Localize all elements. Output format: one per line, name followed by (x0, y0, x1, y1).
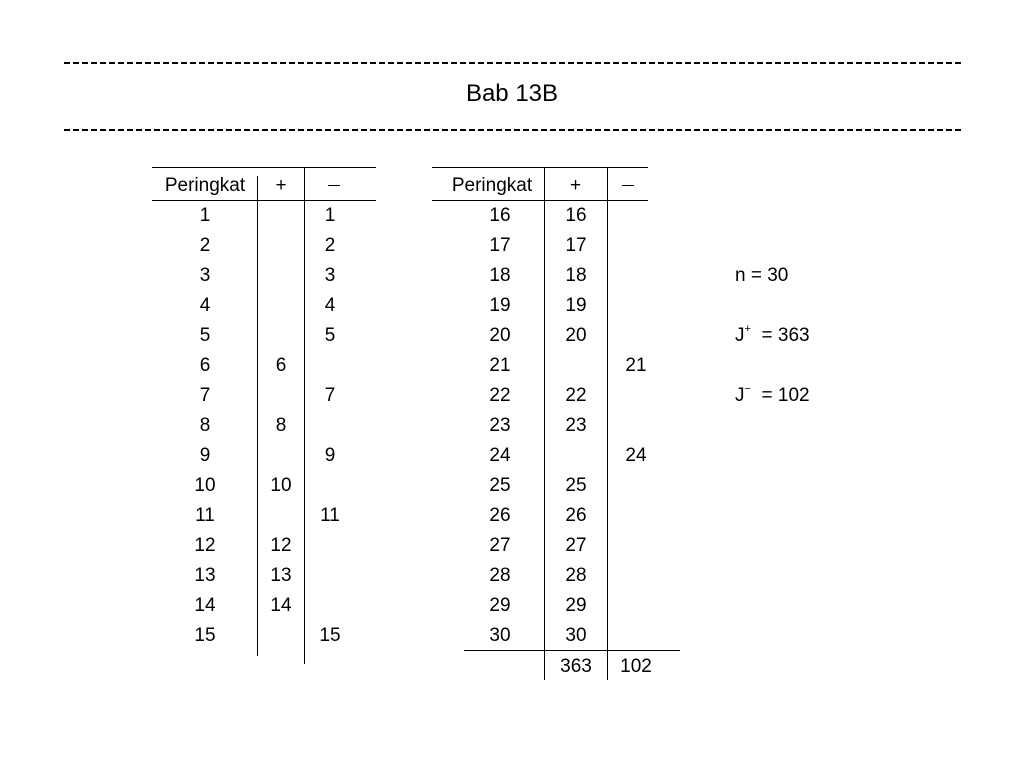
left-cell-minus: 4 (324, 295, 336, 316)
right-cell-plus: 16 (565, 205, 587, 226)
right-cell-plus (545, 441, 607, 471)
right-cell-minus: 21 (625, 355, 647, 376)
left-cell-rank: 13 (194, 565, 216, 586)
left-cell-minus: 11 (320, 505, 340, 526)
left-cell-rank: 14 (194, 595, 216, 616)
right-cell-plus: 22 (565, 385, 587, 406)
left-cell-rank: 1 (199, 205, 211, 226)
right-header-rank: Peringkat (451, 175, 533, 196)
summary-j-plus (735, 321, 810, 351)
right-cell-plus: 29 (565, 595, 587, 616)
left-cell-plus: 12 (270, 535, 292, 556)
right-cell-rank: 24 (489, 445, 511, 466)
page-title: Bab 13B (465, 80, 559, 107)
j-minus-sup: − (744, 382, 751, 395)
right-cell-plus: 25 (565, 475, 587, 496)
right-header-plus: + (569, 175, 582, 196)
right-cell-plus: 17 (565, 235, 587, 256)
right-total-minus: 102 (620, 656, 652, 677)
right-cell-minus (608, 261, 664, 291)
left-cell-rank: 2 (199, 235, 211, 256)
j-plus-sup: + (744, 322, 751, 335)
right-cell-minus (608, 321, 664, 351)
j-plus-label: J (735, 325, 745, 346)
right-cell-rank: 21 (489, 355, 511, 376)
right-cell-rank: 22 (489, 385, 511, 406)
left-cell-rank: 10 (194, 475, 216, 496)
right-cell-plus: 20 (565, 325, 587, 346)
left-cell-rank: 5 (199, 325, 211, 346)
right-cell-rank: 26 (489, 505, 511, 526)
left-cell-minus: 15 (319, 625, 341, 646)
left-header-plus: + (275, 175, 287, 196)
right-cell-rank: 27 (489, 535, 511, 556)
right-cell-rank: 28 (489, 565, 511, 586)
right-cell-minus (608, 411, 664, 441)
summary-j-minus (735, 381, 810, 411)
right-cell-rank: 20 (489, 325, 511, 346)
right-total-plus: 363 (560, 656, 592, 677)
left-cell-rank: 9 (199, 445, 211, 466)
left-cell-rank: 12 (194, 535, 216, 556)
left-cell-plus: 13 (270, 565, 292, 586)
right-cell-plus: 23 (565, 415, 587, 436)
minus-sign-icon (622, 185, 634, 186)
left-cell-rank: 11 (195, 505, 215, 526)
summary-n: n = 30 (735, 265, 789, 286)
left-cell-rank: 6 (199, 355, 211, 376)
right-cell-minus (608, 531, 664, 561)
left-cell-minus: 5 (324, 325, 336, 346)
right-cell-minus (608, 591, 664, 621)
right-cell-minus (608, 231, 664, 261)
left-cell-rank: 8 (199, 415, 211, 436)
j-plus-value: = 363 (761, 325, 810, 346)
j-minus-label: J (735, 385, 745, 406)
right-cell-rank: 25 (489, 475, 511, 496)
right-cell-rank: 30 (489, 625, 511, 646)
left-cell-rank: 15 (194, 625, 216, 646)
left-cell-minus: 7 (324, 385, 336, 406)
right-cell-rank: 18 (489, 265, 511, 286)
left-cell-plus: 14 (270, 595, 292, 616)
right-cell-rank: 19 (489, 295, 511, 316)
right-cell-minus (608, 501, 664, 531)
right-cell-plus: 19 (565, 295, 587, 316)
left-cell-plus: 8 (275, 415, 287, 436)
right-cell-rank: 23 (489, 415, 511, 436)
right-cell-minus (608, 471, 664, 501)
right-cell-plus: 18 (565, 265, 587, 286)
right-cell-plus: 27 (565, 535, 587, 556)
right-header-minus (608, 171, 648, 201)
right-cell-plus: 28 (565, 565, 587, 586)
right-cell-minus: 24 (625, 445, 647, 466)
right-cell-rank: 17 (489, 235, 511, 256)
j-minus-value: = 102 (761, 385, 810, 406)
left-cell-plus: 6 (275, 355, 287, 376)
left-cell-rank: 3 (199, 265, 211, 286)
left-cell-minus: 9 (324, 445, 336, 466)
right-cell-plus (545, 351, 607, 381)
right-cell-rank: 16 (489, 205, 511, 226)
left-cell-plus: 10 (270, 475, 292, 496)
right-cell-rank: 29 (489, 595, 511, 616)
left-cell-rank: 4 (199, 295, 211, 316)
right-cell-minus (608, 381, 664, 411)
right-cell-minus (608, 561, 664, 591)
right-table-top-rule (432, 167, 648, 168)
left-cell-minus: 1 (324, 205, 336, 226)
left-cell-minus: 2 (324, 235, 336, 256)
right-cell-minus (608, 291, 664, 321)
left-cell-rank: 7 (199, 385, 211, 406)
right-cell-minus (608, 621, 664, 651)
right-cell-plus: 30 (565, 625, 587, 646)
left-header-rank: Peringkat (164, 175, 246, 196)
left-cell-minus: 3 (324, 265, 336, 286)
right-cell-minus (608, 201, 664, 231)
right-cell-plus: 26 (565, 505, 587, 526)
